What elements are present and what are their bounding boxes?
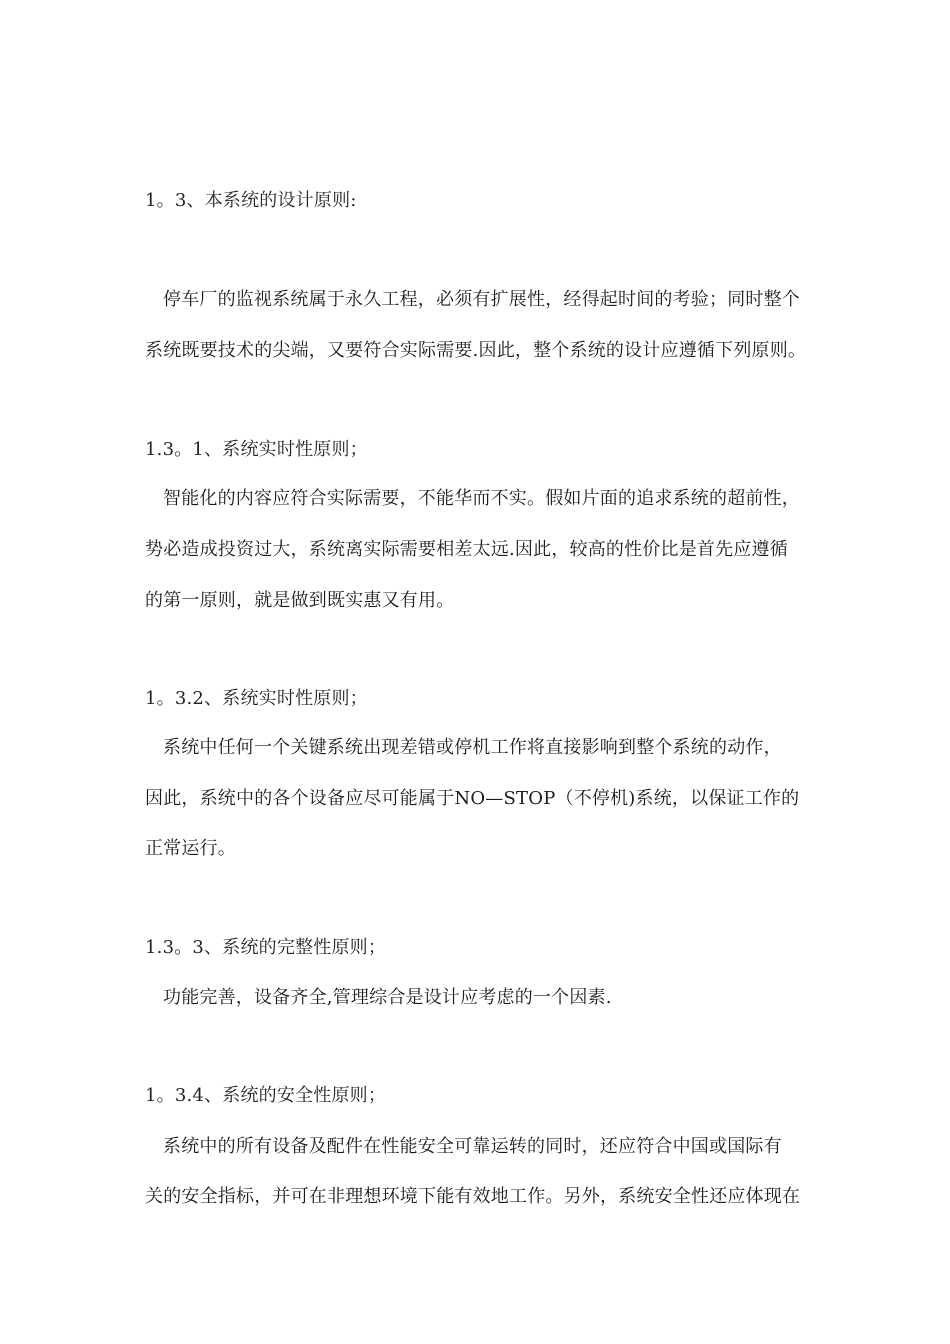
paragraph-line: 因此，系统中的各个设备应尽可能属于NO—STOP（不停机)系统，以保证工作的: [145, 788, 800, 809]
paragraph-line: 关的安全指标，并可在非理想环境下能有效地工作。另外，系统安全性还应体现在: [145, 1186, 801, 1207]
paragraph-line: 势必造成投资过大，系统离实际需要相差太远.因此，较高的性价比是首先应遵循: [145, 539, 788, 560]
subsection-heading-2: 1。3.2、系统实时性原则；: [145, 688, 368, 709]
paragraph-line: 正常运行。: [145, 838, 236, 859]
section-title: 1。3、本系统的设计原则:: [145, 190, 357, 211]
subsection-heading-3: 1.3。3、系统的完整性原则；: [145, 937, 387, 958]
intro-line-1: 停车厂的监视系统属于永久工程，必须有扩展性，经得起时间的考验；同时整个: [163, 289, 800, 310]
subsection-heading-1: 1.3。1、系统实时性原则；: [145, 439, 368, 460]
intro-line-2: 系统既要技术的尖端，又要符合实际需要.因此，整个系统的设计应遵循下列原则。: [145, 340, 807, 361]
paragraph-line: 的第一原则，就是做到既实惠又有用。: [145, 590, 455, 611]
paragraph-line: 系统中任何一个关键系统出现差错或停机工作将直接影响到整个系统的动作，: [163, 737, 782, 758]
paragraph-line: 功能完善，设备齐全,管理综合是设计应考虑的一个因素.: [163, 987, 612, 1008]
paragraph-line: 系统中的所有设备及配件在性能安全可靠运转的同时，还应符合中国或国际有: [163, 1136, 782, 1157]
paragraph-line: 智能化的内容应符合实际需要，不能华而不实。假如片面的追求系统的超前性，: [163, 488, 800, 509]
subsection-heading-4: 1。3.4、系统的安全性原则；: [145, 1085, 387, 1106]
